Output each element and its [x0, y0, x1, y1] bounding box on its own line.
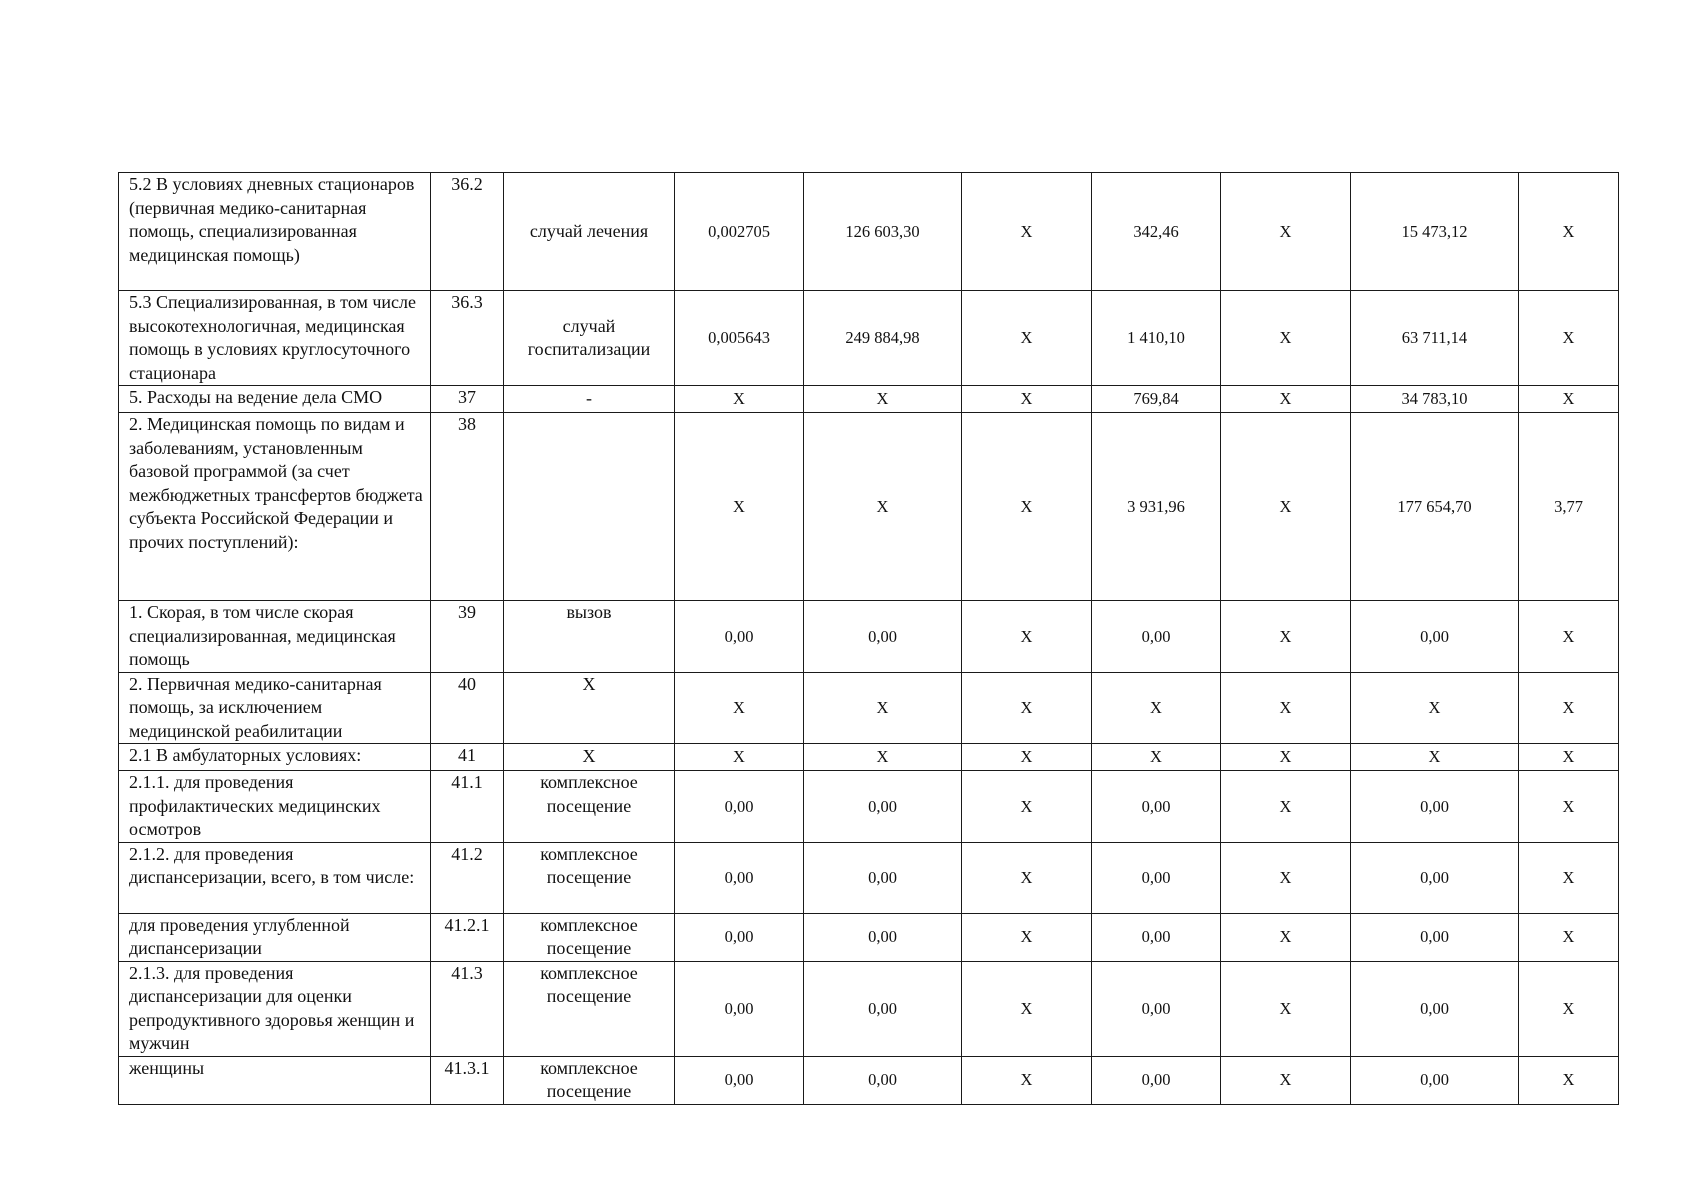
row-value-cell-4: 0,00	[1092, 961, 1221, 1056]
row-value-cell-1: 0,005643	[675, 291, 804, 386]
row-value-cell-7: Х	[1519, 173, 1619, 291]
row-value-cell-7: Х	[1519, 961, 1619, 1056]
row-value-cell-2: Х	[804, 413, 962, 601]
table-row	[119, 173, 1619, 291]
row-unit-cell: -	[504, 386, 675, 413]
row-value-cell-5: Х	[1221, 386, 1351, 413]
row-name-cell: 5.2 В условиях дневных стационаров (первичная медико-санитарная помощь, специализированная медицинская помощь)	[119, 173, 431, 291]
row-unit-cell: комплексное посещение	[504, 842, 675, 913]
row-code-cell: 40	[431, 672, 504, 744]
row-name-cell: 2.1 В амбулаторных условиях:	[119, 744, 431, 771]
row-value-cell-4: 769,84	[1092, 386, 1221, 413]
row-value-cell-2: 0,00	[804, 1056, 962, 1104]
row-name-cell: 2. Медицинская помощь по видам и заболеваниям, установленным базовой программой (за счет межбюджетных трансфертов бюджета субъекта Российской Федерации и прочих поступлений):	[119, 413, 431, 601]
row-name-cell: 5. Расходы на ведение дела СМО	[119, 386, 431, 413]
data-table	[118, 172, 1619, 1105]
row-value-cell-3: Х	[962, 961, 1092, 1056]
row-value-cell-5: Х	[1221, 291, 1351, 386]
row-value-cell-2: Х	[804, 744, 962, 771]
row-value-cell-5: Х	[1221, 672, 1351, 744]
row-value-cell-3: Х	[962, 173, 1092, 291]
row-value-cell-4: 342,46	[1092, 173, 1221, 291]
row-value-cell-6: 0,00	[1351, 601, 1519, 673]
row-value-cell-6: 0,00	[1351, 913, 1519, 961]
row-value-cell-6: 0,00	[1351, 1056, 1519, 1104]
row-name-cell: для проведения углубленной диспансеризации	[119, 913, 431, 961]
row-value-cell-2: 126 603,30	[804, 173, 962, 291]
table-row	[119, 771, 1619, 843]
table-row	[119, 842, 1619, 913]
row-value-cell-6: Х	[1351, 672, 1519, 744]
table-row	[119, 386, 1619, 413]
row-value-cell-6: 0,00	[1351, 771, 1519, 843]
row-value-cell-6: 0,00	[1351, 842, 1519, 913]
row-name-cell: 2.1.3. для проведения диспансеризации для оценки репродуктивного здоровья женщин и мужчин	[119, 961, 431, 1056]
row-unit-cell: комплексное посещение	[504, 771, 675, 843]
row-value-cell-2: Х	[804, 672, 962, 744]
row-unit-cell	[504, 413, 675, 601]
row-value-cell-6: 0,00	[1351, 961, 1519, 1056]
row-value-cell-3: Х	[962, 913, 1092, 961]
row-value-cell-2: 0,00	[804, 601, 962, 673]
row-value-cell-1: 0,00	[675, 961, 804, 1056]
table-row	[119, 601, 1619, 673]
row-value-cell-5: Х	[1221, 1056, 1351, 1104]
row-value-cell-4: Х	[1092, 744, 1221, 771]
row-value-cell-5: Х	[1221, 771, 1351, 843]
row-value-cell-1: 0,00	[675, 1056, 804, 1104]
row-code-cell: 41.1	[431, 771, 504, 843]
row-value-cell-5: Х	[1221, 913, 1351, 961]
row-value-cell-6: Х	[1351, 744, 1519, 771]
row-code-cell: 36.3	[431, 291, 504, 386]
row-value-cell-1: Х	[675, 744, 804, 771]
row-unit-cell: комплексное посещение	[504, 1056, 675, 1104]
row-value-cell-4: 0,00	[1092, 913, 1221, 961]
row-value-cell-2: 0,00	[804, 842, 962, 913]
row-value-cell-3: Х	[962, 386, 1092, 413]
row-value-cell-7: Х	[1519, 842, 1619, 913]
row-unit-cell: Х	[504, 744, 675, 771]
row-value-cell-6: 177 654,70	[1351, 413, 1519, 601]
row-name-cell: 5.3 Специализированная, в том числе высокотехнологичная, медицинская помощь в условиях круглосуточного стационара	[119, 291, 431, 386]
row-value-cell-7: Х	[1519, 386, 1619, 413]
row-value-cell-7: Х	[1519, 672, 1619, 744]
row-value-cell-3: Х	[962, 672, 1092, 744]
row-value-cell-1: 0,00	[675, 601, 804, 673]
table-row	[119, 744, 1619, 771]
row-code-cell: 41.2.1	[431, 913, 504, 961]
row-value-cell-1: 0,00	[675, 842, 804, 913]
table-row	[119, 672, 1619, 744]
row-value-cell-4: 0,00	[1092, 771, 1221, 843]
row-value-cell-4: 0,00	[1092, 842, 1221, 913]
row-value-cell-4: 0,00	[1092, 601, 1221, 673]
row-code-cell: 39	[431, 601, 504, 673]
row-value-cell-3: Х	[962, 413, 1092, 601]
row-unit-cell: Х	[504, 672, 675, 744]
table-row	[119, 291, 1619, 386]
row-value-cell-1: 0,00	[675, 913, 804, 961]
row-unit-cell: комплексное посещение	[504, 961, 675, 1056]
row-value-cell-3: Х	[962, 744, 1092, 771]
row-value-cell-1: Х	[675, 413, 804, 601]
row-unit-cell: вызов	[504, 601, 675, 673]
row-name-cell: 2. Первичная медико-санитарная помощь, за исключением медицинской реабилитации	[119, 672, 431, 744]
row-value-cell-3: Х	[962, 601, 1092, 673]
row-code-cell: 41	[431, 744, 504, 771]
row-code-cell: 36.2	[431, 173, 504, 291]
row-value-cell-2: 0,00	[804, 961, 962, 1056]
row-value-cell-2: 0,00	[804, 771, 962, 843]
row-value-cell-7: Х	[1519, 913, 1619, 961]
row-unit-cell: случай госпитализации	[504, 291, 675, 386]
row-code-cell: 41.3.1	[431, 1056, 504, 1104]
row-code-cell: 41.2	[431, 842, 504, 913]
row-value-cell-2: 0,00	[804, 913, 962, 961]
row-value-cell-2: 249 884,98	[804, 291, 962, 386]
row-unit-cell: комплексное посещение	[504, 913, 675, 961]
row-value-cell-1: Х	[675, 672, 804, 744]
row-name-cell: 2.1.1. для проведения профилактических медицинских осмотров	[119, 771, 431, 843]
row-value-cell-1: 0,002705	[675, 173, 804, 291]
row-value-cell-4: 0,00	[1092, 1056, 1221, 1104]
row-value-cell-7: Х	[1519, 744, 1619, 771]
row-code-cell: 38	[431, 413, 504, 601]
row-value-cell-6: 15 473,12	[1351, 173, 1519, 291]
row-value-cell-5: Х	[1221, 413, 1351, 601]
row-value-cell-2: Х	[804, 386, 962, 413]
row-value-cell-4: Х	[1092, 672, 1221, 744]
row-name-cell: женщины	[119, 1056, 431, 1104]
row-unit-cell: случай лечения	[504, 173, 675, 291]
row-value-cell-1: Х	[675, 386, 804, 413]
row-value-cell-5: Х	[1221, 961, 1351, 1056]
row-code-cell: 37	[431, 386, 504, 413]
row-value-cell-7: 3,77	[1519, 413, 1619, 601]
table-row	[119, 961, 1619, 1056]
row-value-cell-3: Х	[962, 842, 1092, 913]
row-value-cell-3: Х	[962, 291, 1092, 386]
row-value-cell-7: Х	[1519, 601, 1619, 673]
row-value-cell-7: Х	[1519, 771, 1619, 843]
table-body	[119, 173, 1619, 1105]
row-value-cell-5: Х	[1221, 601, 1351, 673]
table-row	[119, 1056, 1619, 1104]
table-row	[119, 413, 1619, 601]
row-value-cell-5: Х	[1221, 842, 1351, 913]
row-name-cell: 1. Скорая, в том числе скорая специализированная, медицинская помощь	[119, 601, 431, 673]
table-row	[119, 913, 1619, 961]
row-value-cell-6: 34 783,10	[1351, 386, 1519, 413]
row-name-cell: 2.1.2. для проведения диспансеризации, всего, в том числе:	[119, 842, 431, 913]
row-value-cell-3: Х	[962, 1056, 1092, 1104]
row-value-cell-5: Х	[1221, 173, 1351, 291]
row-value-cell-1: 0,00	[675, 771, 804, 843]
row-value-cell-4: 1 410,10	[1092, 291, 1221, 386]
row-value-cell-4: 3 931,96	[1092, 413, 1221, 601]
row-value-cell-7: Х	[1519, 291, 1619, 386]
row-value-cell-7: Х	[1519, 1056, 1619, 1104]
row-code-cell: 41.3	[431, 961, 504, 1056]
row-value-cell-5: Х	[1221, 744, 1351, 771]
row-value-cell-6: 63 711,14	[1351, 291, 1519, 386]
row-value-cell-3: Х	[962, 771, 1092, 843]
